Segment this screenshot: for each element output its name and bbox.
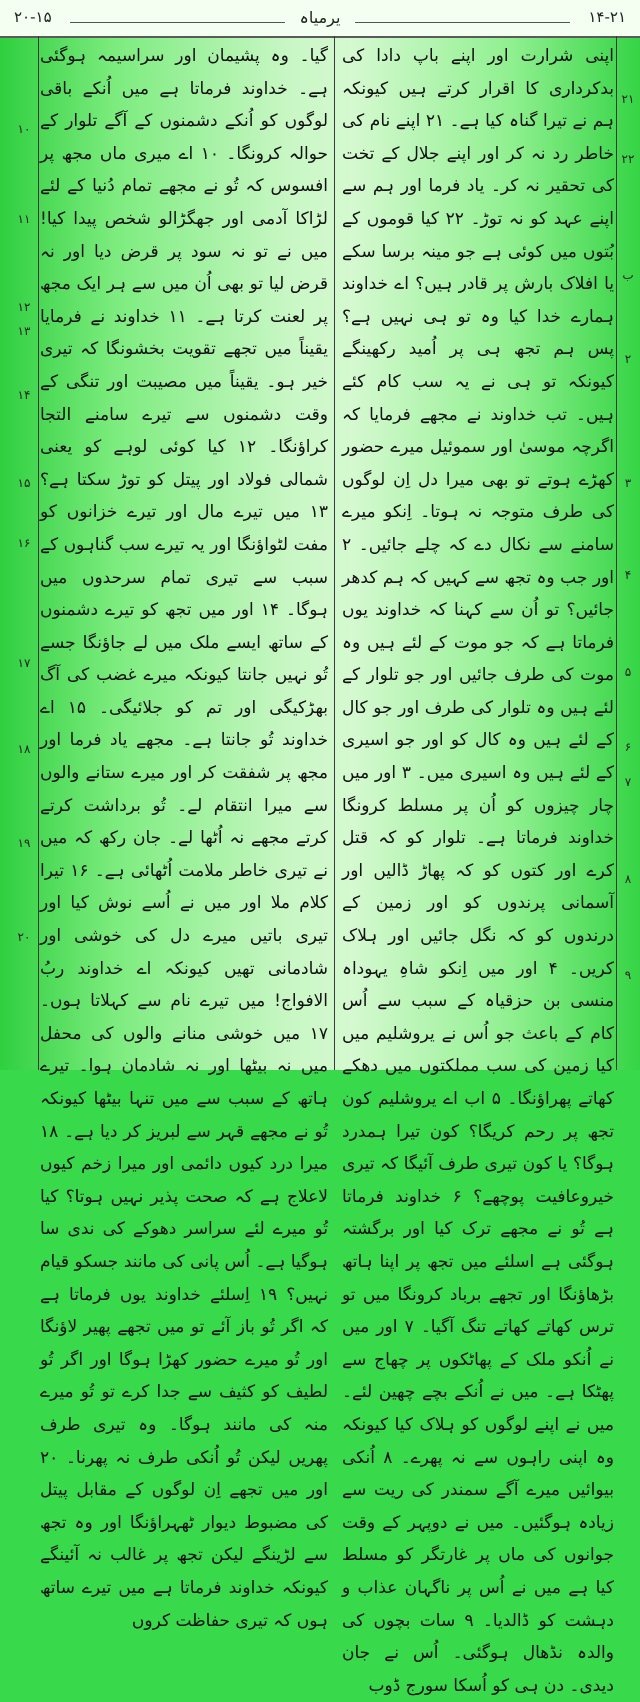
verse-number: ۲ bbox=[624, 352, 632, 366]
verse-number: ۳ bbox=[624, 476, 632, 490]
text-column-right bbox=[342, 40, 614, 1702]
page-header bbox=[0, 0, 640, 38]
verse-number: ۱۱ bbox=[17, 212, 31, 226]
header-divider-right bbox=[355, 22, 570, 23]
verse-number: ۸ bbox=[624, 872, 632, 886]
verse-number: ۲۲ bbox=[621, 152, 635, 166]
verse-number: ۱۸ bbox=[17, 742, 31, 756]
left-column-text: گیا۔ وہ پشیمان اور سراسیمہ ہوگئی ہے۔ خداوند فرماتا ہے میں اُنکے باقی لوگوں کو اُنکے دشمنوں کے آگے تلوار کے حوالہ کرونگا۔ ۱۰ اے میری ماں مجھ پر افسوس کہ تُو نے مجھے تمام دُنیا کے لئے لڑاکا آدمی اور جھگڑالو شخص پیدا کیا! میں نے تو نہ سود پر قرض دیا اور نہ قرض لیا تو بھی اُن میں سے ہر ایک مجھ پر لعنت کرتا ہے۔ ۱۱ خداوند نے فرمایا یقیناً میں تجھے تقویت بخشونگا کہ تیری خیر ہو۔ یقیناً میں مصیبت اور تنگی کے وقت دشمنوں سے تیرے سامنے التجا کراؤنگا۔ ۱۲ کیا کوئی لوہے کو یعنی شمالی فولاد اور پیتل کو توڑ سکتا ہے؟ ۱۳ میں تیرے مال اور تیرے خزانوں کو مفت لٹواؤنگا اور یہ تیرے سب گناہوں کے سبب سے تیری تمام سرحدوں میں ہوگا۔ ۱۴ اور میں تجھ کو تیرے دشمنوں کے ساتھ ایسے ملک میں لے جاؤنگا جسے تُو نہیں جانتا کیونکہ میرے غضب کی آگ بھڑکیگی اور تم کو جلائیگی۔ ۱۵ اے خداوند تُو جانتا ہے۔ مجھے یاد فرما اور مجھ پر شفقت کر اور میرے ستانے والوں سے میرا انتقام لے۔ تُو برداشت کرتے کرتے مجھے نہ اُٹھا لے۔ جان رکھ کہ میں نے تیری خاطر ملامت اُٹھائی ہے۔ ۱۶ تیرا کلام ملا اور میں نے اُسے نوش کیا اور تیری باتیں میرے دل کی خوشی اور شادمانی تھیں کیونکہ اے خداوند ربُ الافواج! میں تیرے نام سے کہلاتا ہوں۔ ۱۷ میں خوشی منانے والوں کی محفل میں نہ بیٹھا اور نہ شادمان ہوا۔ تیرے ہاتھ کے سبب سے میں تنہا بیٹھا کیونکہ تُو نے مجھے قہر سے لبریز کر دیا ہے۔ ۱۸ میرا درد کیوں دائمی اور میرا زخم کیوں لاعلاج ہے کہ صحت پذیر نہیں ہوتا؟ کیا تُو میرے لئے سراسر دھوکے کی ندی سا ہوگیا ہے۔ اُس پانی کی مانند جسکو قیام نہیں؟ ۱۹ اِسلئے خداوند یوں فرماتا ہے کہ اگر تُو باز آئے تو میں تجھے پھیر لاؤنگا اور تُو میرے حضور کھڑا ہوگا اور اگر تُو لطیف کو کثیف سے جدا کرے تو تُو میرے منہ کی مانند ہوگا۔ وہ تیری طرف پھریں لیکن تُو اُنکی طرف نہ پھرنا۔ ۲۰ اور میں تجھے اِن لوگوں کے مقابل پیتل کی مضبوط دیوار ٹھہراؤنگا اور وہ تجھ سے لڑینگے لیکن تجھ پر غالب نہ آئینگے کیونکہ خداوند فرماتا ہے میں تیرے ساتھ ہوں کہ تیری حفاظت کروں bbox=[40, 46, 329, 1631]
verse-number: ۱۶ bbox=[17, 536, 31, 550]
verse-number: ۱۹ bbox=[17, 836, 31, 850]
header-chapter-range-right: ۱۴-۲۱ bbox=[588, 8, 626, 26]
verse-number: ۹ bbox=[624, 968, 632, 982]
chapter-marker: ب bbox=[622, 268, 634, 282]
book-title: یرمیاہ bbox=[299, 8, 341, 27]
right-column-text: اپنی شرارت اور اپنے باپ دادا کی بدکرداری کا اقرار کرتے ہیں کیونکہ ہم نے تیرا گناہ کیا ہے۔ ۲۱ اپنے نام کی خاطر رد نہ کر اور اپنے جلال کے تخت کی تحقیر نہ کر۔ یاد فرما اور ہم سے اپنے عہد کو نہ توڑ۔ ۲۲ کیا قوموں کے بُتوں میں کوئی ہے جو مینہ برسا سکے یا افلاک بارش پر قادر ہیں؟ اے خداوند ہمارے خدا کیا وہ تو ہی نہیں ہے؟ پس ہم تجھ ہی پر اُمید رکھینگے کیونکہ تو ہی نے یہ سب کام کئے ہیں۔ تب خداوند نے مجھے فرمایا کہ اگرچہ موسیٰ اور سموئیل میرے حضور کھڑے ہوتے تو بھی میرا دل اِن لوگوں کی طرف متوجہ نہ ہوتا۔ اِنکو میرے سامنے سے نکال دے کہ چلے جائیں۔ ۲ اور جب وہ تجھ سے کہیں کہ ہم کدھر جائیں؟ تو اُن سے کہنا کہ خداوند یوں فرماتا ہے کہ جو موت کے لئے ہیں وہ موت کی طرف جائیں اور جو تلوار کے لئے ہیں وہ تلوار کی طرف اور جو کال کے لئے ہیں وہ کال کو اور جو اسیری کے لئے ہیں وہ اسیری میں۔ ۳ اور میں چار چیزوں کو اُن پر مسلط کرونگا خداوند فرماتا ہے۔ تلوار کو کہ قتل کرے اور کتوں کو کہ پھاڑ ڈالیں اور آسمانی پرندوں کو اور زمین کے درندوں کو کہ نگل جائیں اور ہلاک کریں۔ ۴ اور میں اِنکو شاہِ یہوداہ منسی بن حزقیاہ کے سبب سے اُس کام کے باعث جو اُس نے یروشلیم میں کیا زمین کی سب مملکتوں میں دھکے کھاتے پھراؤنگا۔ ۵ اب اے یروشلیم کون تجھ پر رحم کریگا؟ کون تیرا ہمدرد ہوگا؟ یا کون تیری طرف آئیگا کہ تیری خیروعافیت پوچھے؟ ۶ خداوند فرماتا ہے تُو نے مجھے ترک کیا اور برگشتہ ہوگئی ہے اسلئے میں تجھ پر اپنا ہاتھ بڑھاؤنگا اور تجھے برباد کرونگا میں تو ترس کھاتے کھاتے تنگ آگیا۔ ۷ اور میں نے اُنکو ملک کے پھاٹکوں پر چھاج سے پھٹکا ہے۔ میں نے اُنکے بچے چھین لئے۔ میں نے اپنے لوگوں کو ہلاک کیا کیونکہ وہ اپنی راہوں سے نہ پھرے۔ ۸ اُنکی بیوائیں میرے آگے سمندر کی ریت سے زیادہ ہوگئیں۔ میں نے دوپہر کے وقت جوانوں کی ماں پر غارتگر کو مسلط کیا ہے میں نے اُس پر ناگہان عذاب و دہشت کو ڈالدیا۔ ۹ سات بچوں کی والدہ نڈھال ہوگئی۔ اُس نے جان دیدی۔ دن ہی کو اُسکا سورج ڈوب bbox=[342, 46, 615, 1696]
verse-number: ۵ bbox=[624, 665, 632, 679]
verse-number: ۷ bbox=[624, 775, 632, 789]
verse-number: ۱۵ bbox=[17, 476, 31, 490]
verse-number: ۱۴ bbox=[17, 388, 31, 402]
header-chapter-range-left: ۲۰-۱۵ bbox=[14, 8, 52, 26]
text-column-left bbox=[40, 40, 328, 1637]
verse-number: ۴ bbox=[624, 568, 632, 582]
center-column-rule bbox=[334, 36, 335, 1070]
verse-number: ۲۰ bbox=[17, 930, 31, 944]
verse-number: ۶ bbox=[624, 740, 632, 754]
verse-number: ۲۱ bbox=[621, 92, 635, 106]
verse-number: ۱۳ bbox=[17, 324, 31, 338]
verse-number: ۱۰ bbox=[17, 122, 31, 136]
verse-number: ۱۷ bbox=[17, 656, 31, 670]
left-margin-rule bbox=[38, 36, 39, 1070]
verse-number: ۱۲ bbox=[17, 300, 31, 314]
right-margin-rule bbox=[616, 36, 617, 1070]
